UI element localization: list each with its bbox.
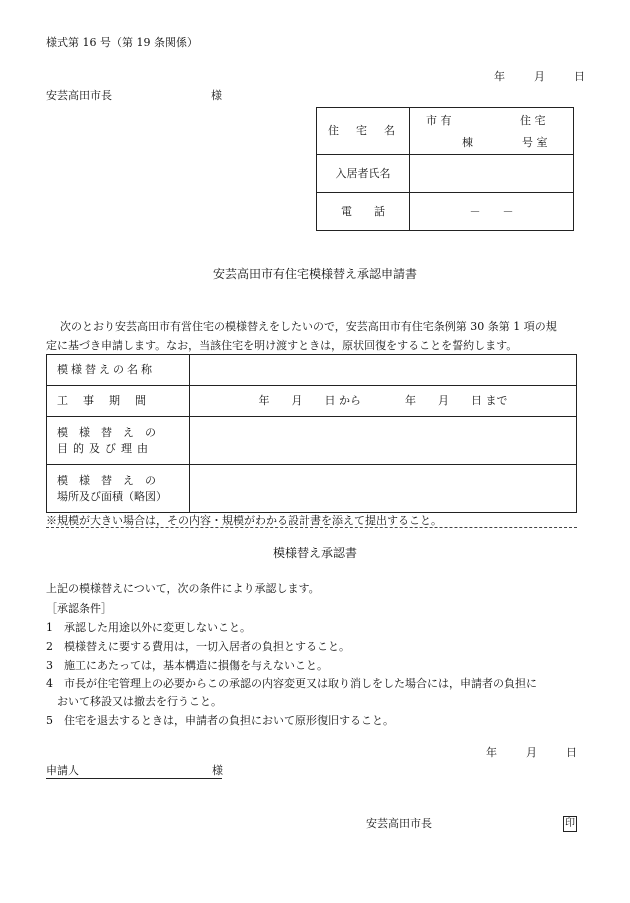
purpose-label (47, 417, 190, 465)
date-bottom-year: 年 (486, 746, 497, 759)
purpose-label-line-2: 目的及び理由 (57, 442, 153, 455)
application-table (46, 354, 577, 513)
date-month: 月 (534, 70, 545, 83)
purpose-label-line-1: 模 様 替 え の (57, 425, 156, 439)
addressee-honorific: 様 (211, 89, 222, 102)
date-day: 日 (574, 70, 585, 83)
address-room: 号 室 (522, 136, 548, 149)
addressee-name: 安芸高田市長 (46, 89, 112, 102)
address-label: 住 宅 名 (317, 108, 410, 155)
phone-label: 電 話 (317, 193, 410, 231)
mayor-signature: 安芸高田市長 (366, 817, 432, 830)
seal-mark: 印 (563, 816, 577, 832)
address-field[interactable] (410, 108, 574, 155)
location-label-line-2: 場所及び面積（略図） (57, 490, 167, 503)
document-title: 安芸高田市有住宅模様替え承認申請書 (212, 267, 417, 281)
renovation-name-label (47, 355, 190, 386)
location-label-line-1: 模 様 替 え の (57, 473, 156, 487)
date-year: 年 (494, 70, 505, 83)
approval-intro: 上記の模様替えについて，次の条件により承認します。 (46, 582, 320, 595)
condition-2: 2 模様替えに要する費用は，一切入居者の負担とすること。 (46, 640, 350, 653)
applicant-honorific: 様 (212, 764, 223, 777)
condition-5: 5 住宅を退去するときは，申請者の負担において原形復旧すること。 (46, 714, 394, 727)
condition-4: 4 市長が住宅管理上の必要からこの承認の内容変更又は取り消しをした場合には，申請者の負担に (46, 677, 537, 690)
location-area-field[interactable] (190, 465, 577, 513)
location-area-label (47, 465, 190, 513)
date-bottom (486, 746, 577, 759)
address-city: 市 有 (426, 114, 452, 127)
size-note: ※規模が大きい場合は，その内容・規模がわかる設計書を添えて提出すること。 (46, 514, 442, 527)
approval-title: 模様替え承認書 (272, 546, 357, 560)
intro-line-1: 次のとおり安芸高田市有営住宅の模様替えをしたいので，安芸高田市有住宅条例第 30 条第 1 項の規 (60, 320, 557, 333)
condition-1: 1 承認した用途以外に変更しないこと。 (46, 621, 251, 634)
form-number: 様式第 16 号（第 19 条関係） (46, 36, 198, 49)
date-bottom-day: 日 (566, 746, 577, 759)
applicant-line[interactable] (46, 764, 222, 779)
cut-line (46, 527, 577, 528)
condition-4-cont: おいて移設又は撤去を行うこと。 (46, 695, 222, 708)
resident-name-field[interactable] (410, 155, 574, 193)
date-bottom-month: 月 (526, 746, 537, 759)
construction-period-field[interactable]: 年 月 日 から 年 月 日 まで (190, 386, 577, 417)
address-building: 棟 (462, 136, 473, 149)
intro-line-2: 定に基づき申請します。なお，当該住宅を明け渡すときは，原状回復をすることを誓約します。 (46, 339, 518, 352)
condition-3: 3 施工にあたっては，基本構造に損傷を与えないこと。 (46, 659, 328, 672)
date-top (494, 70, 585, 83)
purpose-field[interactable] (190, 417, 577, 465)
renovation-name-field[interactable] (190, 355, 577, 386)
construction-period-label: 工 事 期 間 (47, 386, 190, 417)
renovation-name-label-text: 模様替えの名称 (57, 363, 155, 377)
resident-info-table (316, 107, 574, 231)
address-housing: 住 宅 (520, 114, 546, 127)
resident-name-label: 入居者氏名 (317, 155, 410, 193)
conditions-header: ［承認条件］ (46, 602, 112, 615)
phone-field[interactable]: － － (410, 193, 574, 231)
applicant-label: 申請人 (46, 764, 79, 777)
